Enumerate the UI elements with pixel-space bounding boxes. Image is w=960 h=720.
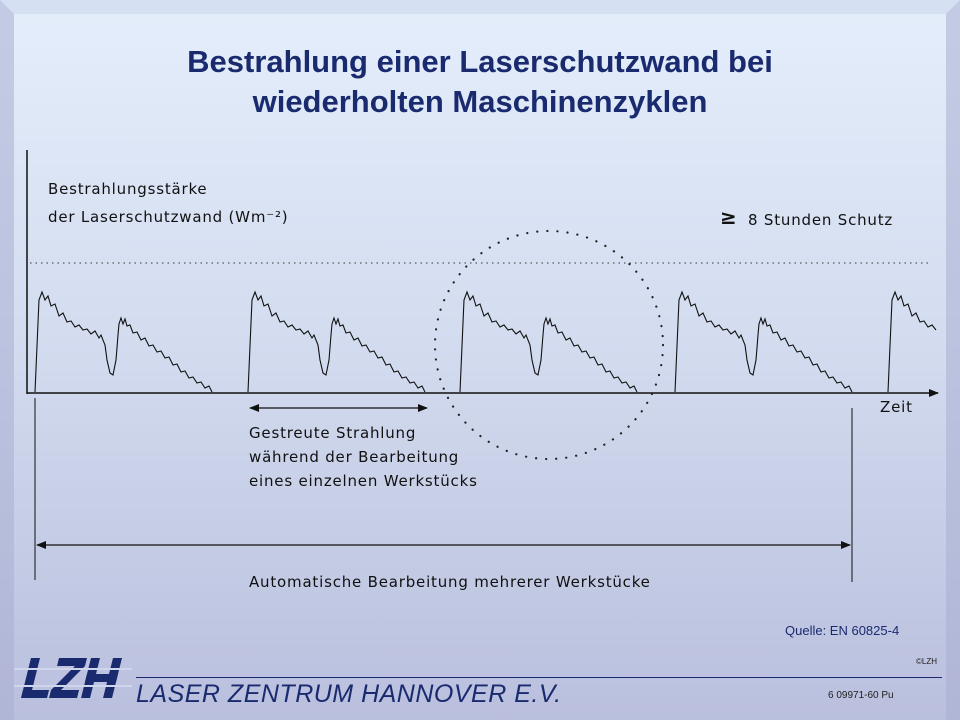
- scatter-label-line-2: während der Bearbeitung: [249, 448, 460, 466]
- copyright-notice: ©LZH: [916, 657, 938, 666]
- title-line-1: Bestrahlung einer Laserschutzwand bei: [187, 44, 773, 79]
- irradiance-cycle-4: [675, 292, 852, 392]
- title-line-2: wiederholten Maschinenzyklen: [252, 84, 708, 119]
- automatic-processing-label: Automatische Bearbeitung mehrerer Werkstücke: [249, 573, 651, 591]
- y-axis-label-line-2: der Laserschutzwand (Wm⁻²): [48, 208, 289, 226]
- footer-rule: [136, 677, 942, 678]
- y-axis-label-line-1: Bestrahlungsstärke: [48, 180, 208, 198]
- protection-symbol: ≥: [720, 205, 738, 229]
- document-number: 6 09971-60 Pu: [828, 690, 894, 701]
- source-citation: Quelle: EN 60825-4: [785, 623, 900, 638]
- scatter-label-line-3: eines einzelnen Werkstücks: [249, 472, 478, 490]
- scatter-label-line-1: Gestreute Strahlung: [249, 424, 417, 442]
- irradiance-cycle-2: [248, 292, 425, 392]
- irradiance-curves: [35, 292, 936, 392]
- irradiance-cycle-1: [35, 292, 212, 392]
- x-axis-label: Zeit: [880, 398, 913, 416]
- lzh-logo-icon: [14, 654, 132, 704]
- organization-name: LASER ZENTRUM HANNOVER E.V.: [136, 680, 562, 708]
- irradiance-cycle-5: [888, 292, 936, 392]
- highlight-circle: [435, 231, 663, 459]
- protection-label: 8 Stunden Schutz: [748, 211, 894, 229]
- irradiance-cycle-3: [460, 292, 637, 392]
